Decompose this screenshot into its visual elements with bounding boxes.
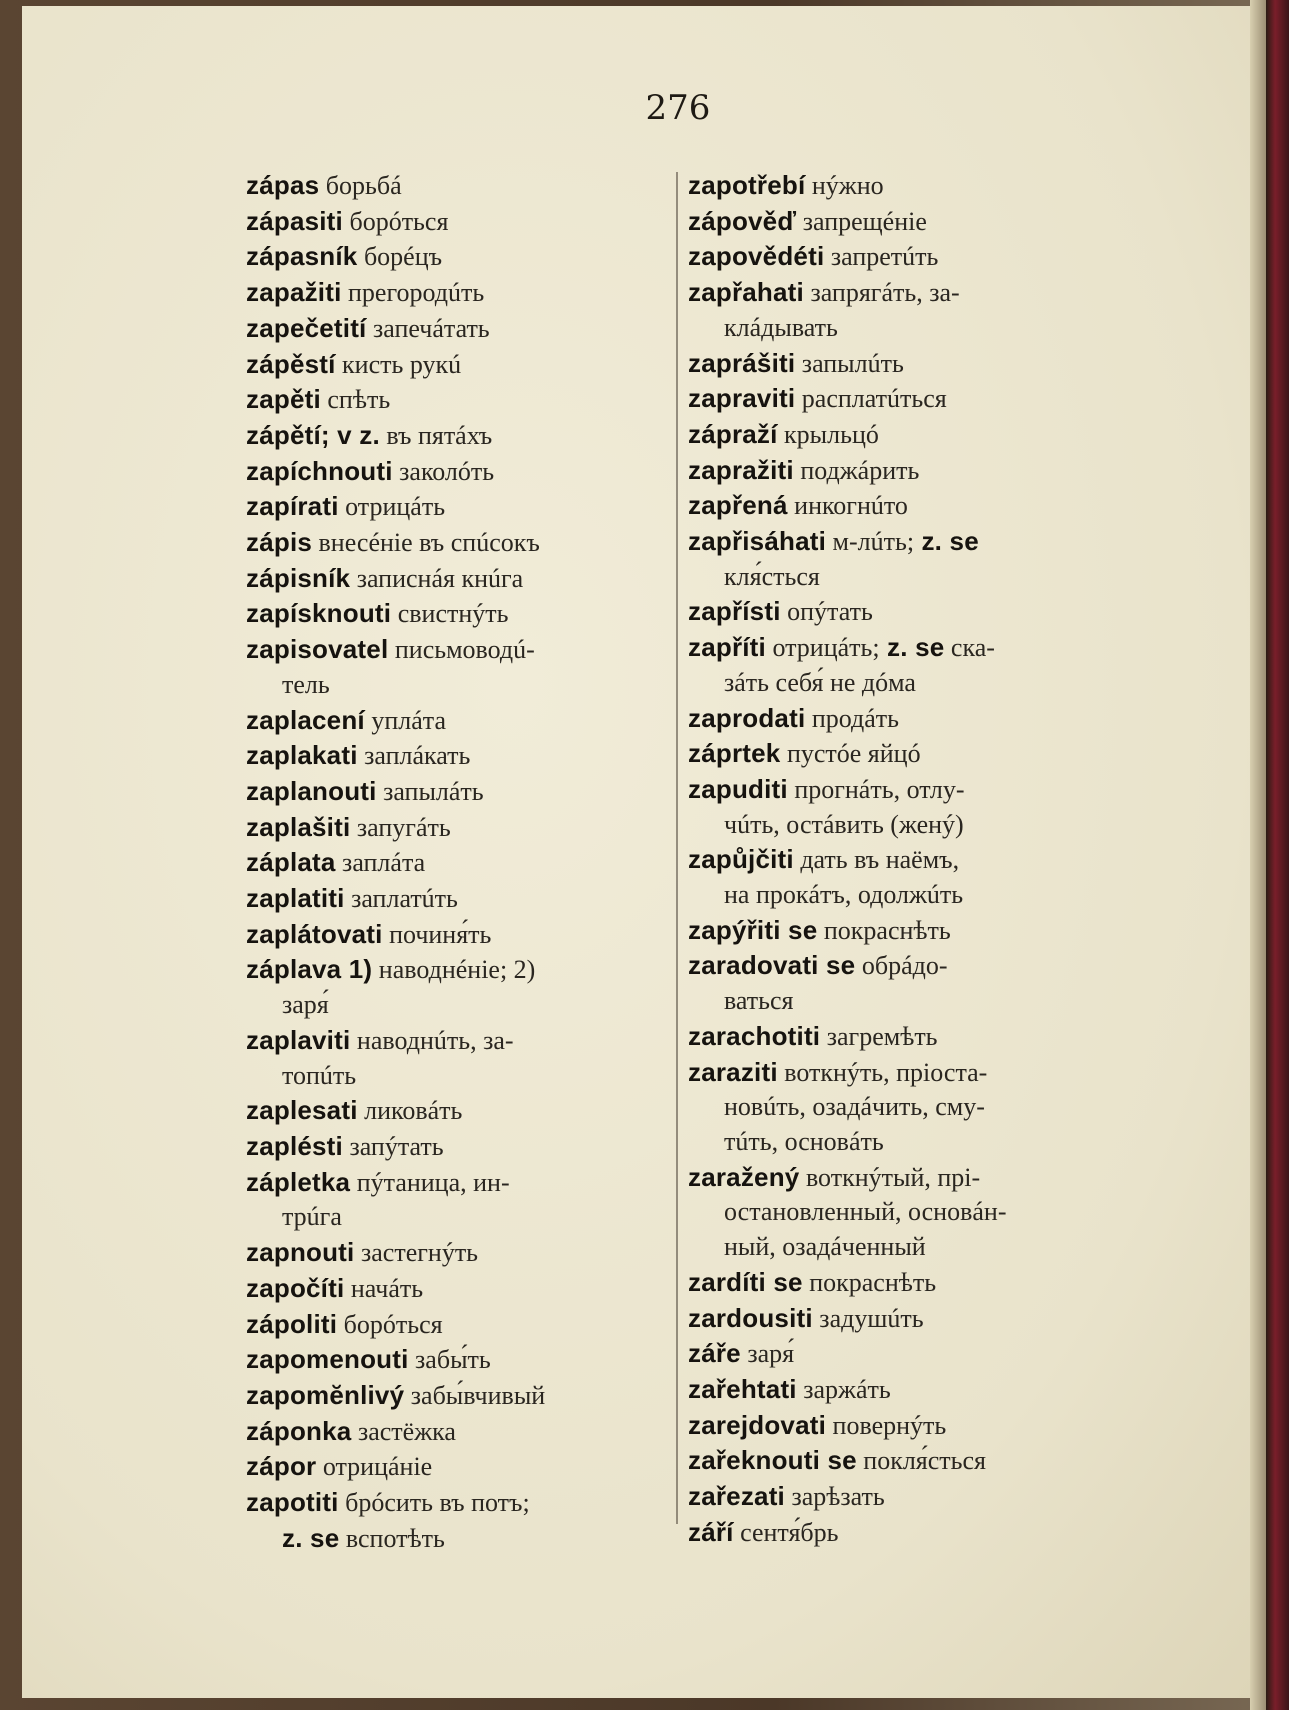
entry-headword: zápětí; v z.	[246, 419, 380, 450]
entry-translation: пýтаница, ин-	[350, 1167, 510, 1197]
entry-headword: zaprodati	[688, 702, 806, 733]
entry-headword: zapečetití	[246, 312, 367, 343]
dictionary-entry	[246, 418, 664, 454]
entry-continuation	[246, 1200, 664, 1235]
entry-translation: брóсить въ потъ;	[338, 1488, 530, 1518]
dictionary-entry	[688, 1515, 1106, 1551]
entry-translation: заря́	[740, 1339, 795, 1369]
dictionary-entry	[246, 1023, 664, 1093]
entry-translation: застёжка	[351, 1416, 456, 1446]
entry-translation: новúть, озадáчить, сму-	[724, 1092, 985, 1122]
entry-translation: борьбá	[319, 171, 402, 200]
entry-headword: zaprášiti	[688, 347, 796, 378]
entry-headword: zaplacení	[246, 704, 365, 735]
entry-translation: застегнýть	[354, 1238, 479, 1268]
entry-translation: заколóть	[392, 456, 495, 486]
entry-translation: дать въ наёмъ,	[793, 845, 960, 875]
right-column	[688, 168, 1106, 1550]
entry-continuation	[688, 808, 1106, 843]
entry-headword: zapěti	[246, 384, 321, 415]
dictionary-entry	[246, 311, 664, 347]
entry-headword: zaplésti	[246, 1130, 343, 1161]
dictionary-entry	[688, 524, 1106, 594]
entry-translation: задушúть	[812, 1303, 924, 1333]
dictionary-entry	[688, 417, 1106, 453]
entry-continuation	[688, 666, 1106, 701]
entry-translation: остановленный, основáн-	[724, 1197, 1007, 1227]
entry-translation: клáдывать	[724, 312, 838, 342]
dictionary-entry	[246, 382, 664, 418]
dictionary-entry	[688, 1301, 1106, 1337]
entry-translation: заплáкать	[357, 741, 471, 771]
entry-translation: ваться	[724, 986, 794, 1016]
left-column	[246, 168, 664, 1556]
entry-translation: забы́вчивый	[404, 1380, 546, 1410]
entry-translation: забы́ть	[408, 1345, 491, 1375]
dictionary-entry	[246, 703, 664, 739]
entry-headword: zapotiti	[246, 1487, 339, 1518]
entry-translation: нýжно	[805, 171, 884, 200]
dictionary-entry	[246, 810, 664, 846]
entry-headword: zapřísti	[688, 596, 781, 627]
dictionary-entry	[246, 347, 664, 383]
entry-translation: наводнúть, за-	[350, 1025, 514, 1055]
entry-headword: zapírati	[246, 491, 339, 522]
entry-translation: заржáть	[796, 1374, 891, 1404]
entry-headword: zápor	[246, 1451, 317, 1482]
dictionary-entry	[246, 561, 664, 597]
entry-headword: zaražený	[688, 1161, 800, 1192]
entry-translation: наводнéніе; 2)	[372, 955, 536, 985]
entry-headword: zařehtati	[688, 1373, 797, 1404]
entry-headword: zapražiti	[688, 454, 794, 485]
entry-headword: zapisovatel	[246, 634, 389, 665]
entry-headword: zaplaviti	[246, 1024, 351, 1055]
entry-translation: покля́сться	[856, 1446, 987, 1476]
entry-continuation	[688, 984, 1106, 1019]
entry-headword: zápěstí	[246, 348, 336, 379]
entry-headword: zaplanouti	[246, 775, 377, 806]
entry-headword: zapotřebí	[688, 170, 806, 200]
dictionary-entry	[246, 168, 664, 204]
entry-translation: записнáя кнúга	[350, 563, 524, 593]
dictionary-entry	[688, 913, 1106, 949]
entry-translation: запечáтать	[366, 313, 490, 343]
entry-continuation	[246, 1521, 664, 1557]
entry-headword: zařezati	[688, 1481, 785, 1512]
entry-translation: на прокáтъ, одолжúть	[724, 880, 964, 910]
entry-headword: zapomĕnlivý	[246, 1379, 405, 1410]
entry-translation: свистнýть	[391, 599, 509, 629]
entry-translation: расплатúться	[795, 384, 947, 414]
dictionary-entry	[688, 1019, 1106, 1055]
dictionary-entry	[246, 738, 664, 774]
entry-headword: zápisník	[246, 562, 351, 593]
dictionary-entry	[688, 239, 1106, 275]
entry-headword: zápověď	[688, 205, 797, 236]
entry-headword: záplata	[246, 847, 336, 878]
entry-translation: запрягáть, за-	[803, 278, 960, 308]
entry-headword: zardousiti	[688, 1302, 813, 1333]
dictionary-entry	[246, 1235, 664, 1271]
dictionary-entry	[688, 204, 1106, 240]
dictionary-entry	[688, 488, 1106, 524]
entry-translation: борóться	[337, 1309, 443, 1339]
entry-headword: zařeknouti se	[688, 1445, 857, 1476]
entry-translation: запретúть	[824, 242, 939, 272]
dictionary-entry	[688, 772, 1106, 842]
entry-translation: отрицáть	[338, 492, 446, 522]
entry-translation: пустóе яйцó	[780, 739, 921, 769]
dictionary-entry	[246, 845, 664, 881]
dictionary-entry	[246, 525, 664, 561]
entry-translation: запылúть	[795, 348, 904, 378]
entry-translation: спѣть	[320, 385, 391, 415]
dictionary-entry	[246, 952, 664, 1022]
entry-headword: zapříti	[688, 632, 766, 663]
dictionary-entry	[246, 774, 664, 810]
entry-translation: письмоводú-	[388, 635, 535, 665]
dictionary-entry	[246, 275, 664, 311]
dictionary-entry	[246, 454, 664, 490]
dictionary-entry	[246, 1129, 664, 1165]
entry-headword: zapísknouti	[246, 598, 392, 629]
entry-translation: запылáть	[376, 776, 484, 806]
dictionary-entry	[246, 632, 664, 702]
entry-translation: обрáдо-	[855, 951, 948, 981]
dictionary-entry	[246, 489, 664, 525]
dictionary-entry	[246, 1449, 664, 1485]
entry-translation: инкогнúто	[787, 491, 908, 521]
entry-translation: заплатúть	[344, 884, 458, 914]
entry-headword: zápletka	[246, 1166, 351, 1197]
entry-headword: záře	[688, 1338, 741, 1369]
entry-phrase: z. se	[282, 1522, 340, 1553]
entry-headword: zápraží	[688, 418, 778, 449]
entry-continuation	[246, 668, 664, 703]
entry-headword: zapřená	[688, 490, 788, 521]
entry-continuation	[688, 311, 1106, 346]
entry-translation: кля́сться	[724, 561, 820, 591]
entry-translation: повернýть	[826, 1410, 947, 1440]
dictionary-entry	[688, 1443, 1106, 1479]
entry-headword: zaplašiti	[246, 811, 351, 842]
entry-translation: заря́	[282, 990, 329, 1020]
entry-translation: тúть, основáть	[724, 1126, 884, 1156]
dictionary-entry	[246, 1165, 664, 1235]
dictionary-entry	[688, 453, 1106, 489]
dictionary-entry	[688, 1160, 1106, 1265]
entry-headword: zarejdovati	[688, 1409, 827, 1440]
entry-headword: zaplátovati	[246, 918, 383, 949]
entry-headword: zarachotiti	[688, 1020, 821, 1051]
dictionary-entry	[246, 881, 664, 917]
entry-continuation	[688, 1090, 1106, 1125]
dictionary-entry	[246, 239, 664, 275]
dictionary-entry	[688, 381, 1106, 417]
entry-headword: zaraziti	[688, 1056, 778, 1087]
entry-headword: zápasník	[246, 241, 358, 272]
dictionary-entry	[688, 1479, 1106, 1515]
entry-continuation	[688, 560, 1106, 595]
entry-translation: прегородúть	[341, 278, 485, 308]
dictionary-entry	[688, 1336, 1106, 1372]
entry-headword: zapřahati	[688, 277, 804, 308]
entry-translation: воткнýть, пріоста-	[777, 1057, 988, 1087]
dictionary-entry	[688, 842, 1106, 912]
page-gutter	[1250, 0, 1266, 1710]
entry-translation: зáть себя́ не дóма	[724, 667, 916, 697]
entry-headword: zapomenouti	[246, 1344, 409, 1375]
dictionary-entry	[246, 917, 664, 953]
entry-translation: въ пятáхъ	[379, 420, 493, 450]
entry-continuation	[688, 1195, 1106, 1230]
entry-translation: запрещéніе	[796, 206, 927, 236]
dictionary-entry	[246, 1271, 664, 1307]
entry-headword: zapovědéti	[688, 241, 825, 272]
dictionary-entry	[688, 948, 1106, 1018]
entry-headword: záponka	[246, 1415, 352, 1446]
page-number: 276	[645, 88, 711, 128]
entry-translation: прогнáть, отлу-	[787, 774, 965, 804]
entry-headword: zaplesati	[246, 1095, 358, 1126]
entry-translation: починя́ть	[382, 919, 492, 949]
entry-headword: záplava 1)	[246, 954, 373, 985]
dictionary-entry	[688, 346, 1106, 382]
dictionary-entry	[688, 1372, 1106, 1408]
entry-translation: ный, озадáченный	[724, 1232, 926, 1262]
entry-translation: тель	[282, 669, 330, 699]
dictionary-entry	[688, 1408, 1106, 1444]
dictionary-entry	[688, 168, 1106, 204]
dictionary-entry	[246, 1414, 664, 1450]
dictionary-entry	[246, 1342, 664, 1378]
book-edge	[1266, 0, 1289, 1710]
dictionary-entry	[246, 1093, 664, 1129]
entry-translation: зарѣзать	[784, 1482, 885, 1512]
entry-translation: загремѣть	[820, 1021, 938, 1051]
entry-translation: трúга	[282, 1202, 342, 1232]
entry-headword: zápasiti	[246, 205, 343, 236]
entry-headword: zaradovati se	[688, 950, 856, 981]
entry-translation: внесéніе въ спúсокъ	[312, 528, 540, 558]
entry-headword: zapraviti	[688, 383, 796, 414]
entry-headword: zapuditi	[688, 773, 788, 804]
column-divider	[676, 172, 678, 1524]
entry-translation: заплáта	[335, 848, 426, 878]
entry-continuation	[688, 1230, 1106, 1265]
entry-headword: zaplakati	[246, 740, 358, 771]
entry-headword: zapnouti	[246, 1237, 355, 1268]
dictionary-entry	[688, 630, 1106, 700]
entry-headword: zardíti se	[688, 1266, 803, 1297]
entry-translation: воткнýтый, прі-	[799, 1162, 981, 1192]
dictionary-entry	[246, 596, 664, 632]
entry-headword: záprtek	[688, 738, 781, 769]
dictionary-entry	[688, 1265, 1106, 1301]
entry-headword: zapíchnouti	[246, 455, 393, 486]
entry-translation: сентя́брь	[733, 1517, 839, 1547]
dictionary-entry	[688, 1055, 1106, 1160]
entry-headword: zapažiti	[246, 277, 342, 308]
entry-translation: ска-	[944, 633, 995, 663]
entry-headword: zapůjčiti	[688, 844, 794, 875]
entry-translation: отрицáть;	[765, 633, 880, 663]
entry-headword: započíti	[246, 1272, 345, 1303]
entry-translation: поджáрить	[793, 455, 920, 485]
entry-continuation	[246, 988, 664, 1023]
dictionary-entry	[688, 736, 1106, 772]
entry-phrase: z. se	[879, 632, 945, 663]
entry-translation: борéцъ	[357, 242, 443, 272]
entry-translation: крыльцó	[777, 419, 879, 449]
entry-translation: борóться	[342, 206, 449, 236]
entry-headword: zápis	[246, 527, 313, 558]
dictionary-entry	[246, 1378, 664, 1414]
dictionary-entry	[246, 1485, 664, 1556]
entry-translation: покраснѣть	[802, 1267, 937, 1297]
entry-translation: запýтать	[342, 1131, 444, 1161]
entry-headword: zápoliti	[246, 1308, 338, 1339]
entry-translation: топúть	[282, 1060, 357, 1090]
dictionary-entry	[246, 1307, 664, 1343]
entry-translation: запугáть	[350, 812, 451, 842]
dictionary-entry	[688, 701, 1106, 737]
entry-translation: кисть рукú	[335, 349, 462, 379]
entry-phrase: z. se	[914, 526, 979, 557]
dictionary-entry	[246, 204, 664, 240]
dictionary-entry	[688, 275, 1106, 345]
entry-continuation	[688, 878, 1106, 913]
entry-translation: м-лúть;	[826, 527, 915, 557]
entry-headword: zápas	[246, 170, 320, 200]
entry-translation: продáть	[805, 703, 900, 733]
dictionary-entry	[688, 594, 1106, 630]
entry-headword: zaplatiti	[246, 883, 345, 914]
entry-translation: покраснѣть	[817, 915, 951, 945]
entry-continuation	[688, 1125, 1106, 1160]
entry-translation: уплáта	[364, 705, 447, 735]
entry-headword: zapýřiti se	[688, 914, 818, 945]
entry-translation: ликовáть	[357, 1096, 463, 1126]
entry-translation: начáть	[344, 1273, 424, 1303]
entry-translation: чúть, остáвить (женý)	[724, 809, 964, 839]
entry-continuation	[246, 1059, 664, 1094]
entry-headword: zapřisáhati	[688, 526, 827, 557]
entry-translation: опýтать	[780, 597, 873, 627]
entry-translation: отрицáніе	[316, 1452, 433, 1482]
entry-headword: září	[688, 1516, 734, 1547]
entry-translation: вспотѣть	[339, 1523, 445, 1553]
